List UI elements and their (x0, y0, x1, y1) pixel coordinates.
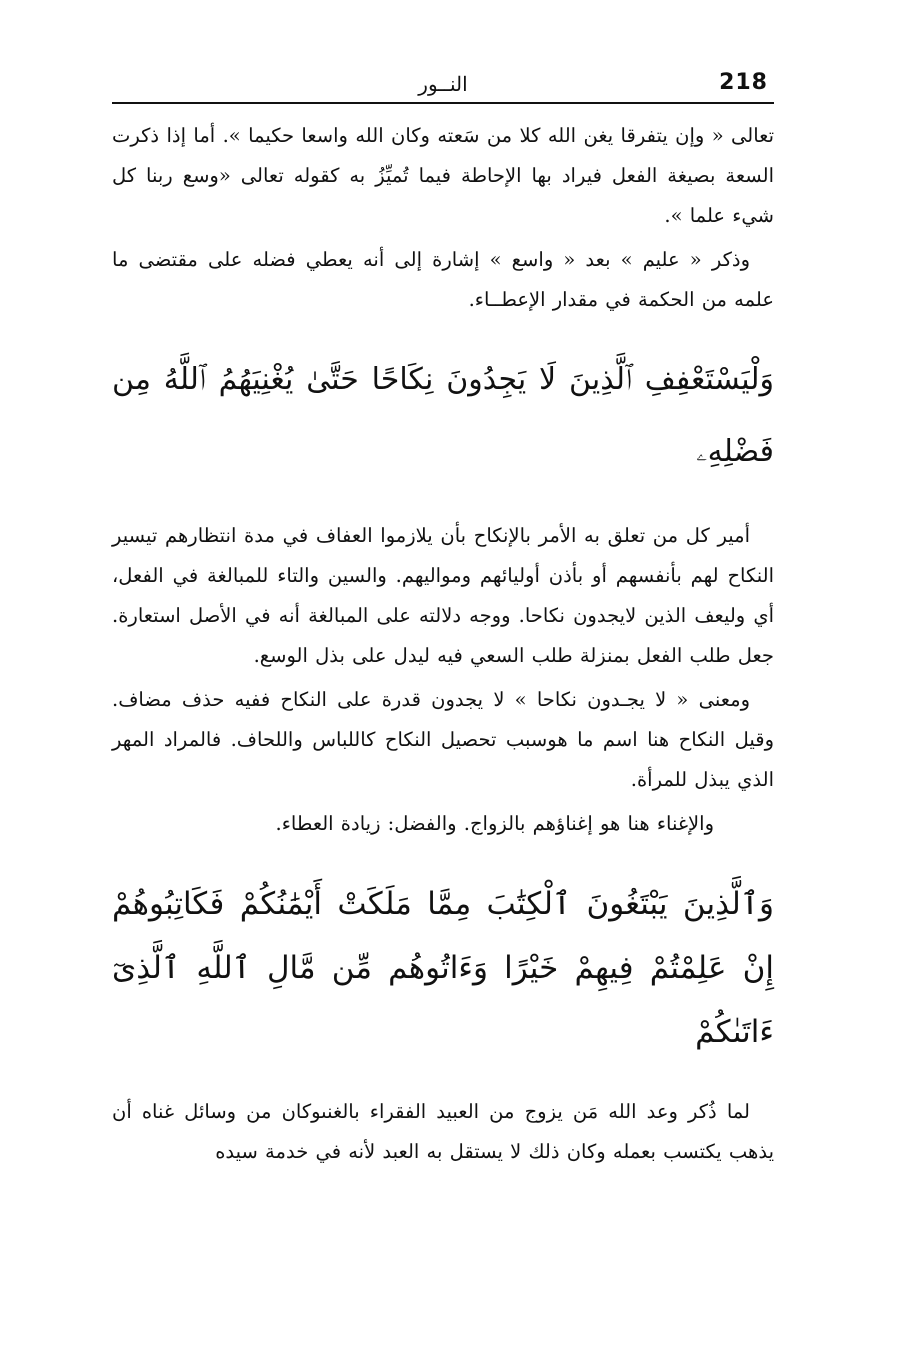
paragraph-1: تعالى « وإن يتفرقا يغن الله كلا من سَعته وكان الله واسعا حكيما ». أما إذا ذكرت السعة بصيغة الفعل فيراد بها الإحاطة فيما تُميِّزُ به كقوله تعالى «وسع ربنا كل شيء علما ». (112, 124, 774, 227)
page-number: 218 (719, 70, 768, 95)
paragraph-2: وذكر « عليم » بعد « واسع » إشارة إلى أنه يعطي فضله على مقتضى ما علمه من الحكمة في مقدار الإعطــاء. (112, 248, 774, 311)
quran-verse-1: وَلْيَسْتَعْفِفِ ٱلَّذِينَ لَا يَجِدُونَ نِكَاحًا حَتَّىٰ يُغْنِيَهُمُ ٱللَّهُ مِن فَضْلِهِۦ (112, 362, 774, 469)
paragraph-4: ومعنى « لا يجـدون نكاحا » لا يجدون قدرة على النكاح ففيه حذف مضاف. وقيل النكاح هنا اسم ما هوسبب تحصيل النكاح كاللباس واللحاف. فالمراد المهر الذي يبذل للمرأة. (112, 688, 774, 791)
book-page (112, 62, 774, 1322)
quran-verse-2: وَٱلَّذِينَ يَبْتَغُونَ ٱلْكِتَٰبَ مِمَّا مَلَكَتْ أَيْمَٰنُكُمْ فَكَاتِبُوهُمْ إِنْ عَلِمْتُمْ فِيهِمْ خَيْرًا وَءَاتُوهُم مِّن مَّالِ ٱللَّهِ ٱلَّذِىٓ ءَاتَىٰكُمْ (112, 886, 774, 1050)
page-header (112, 62, 774, 104)
paragraph-3: أمير كل من تعلق به الأمر بالإنكاح بأن يلازموا العفاف في مدة انتظارهم تيسير النكاح لهم بأنفسهم أو بأذن أوليائهم ومواليهم. والسين والتاء للمبالغة في الفعل، أي وليعف الذين لايجدون نكاحا. ووجه دلالته على المبالغة أنه في الأصل استعارة. جعل طلب الفعل بمنزلة طلب السعي فيه ليدل على بذل الوسع. (112, 524, 774, 667)
paragraph-5: والإغناء هنا هو إغناؤهم بالزواج. والفضل: زيادة العطاء. (275, 812, 714, 835)
running-title: النــور (418, 72, 468, 96)
paragraph-6: لما ذُكر وعد الله مَن يزوج من العبيد الفقراء بالغنىوكان من وسائل غناه أن يذهب يكتسب بعمله وكان ذلك لا يستقل به العبد لأنه في خدمة سيده (112, 1100, 774, 1163)
